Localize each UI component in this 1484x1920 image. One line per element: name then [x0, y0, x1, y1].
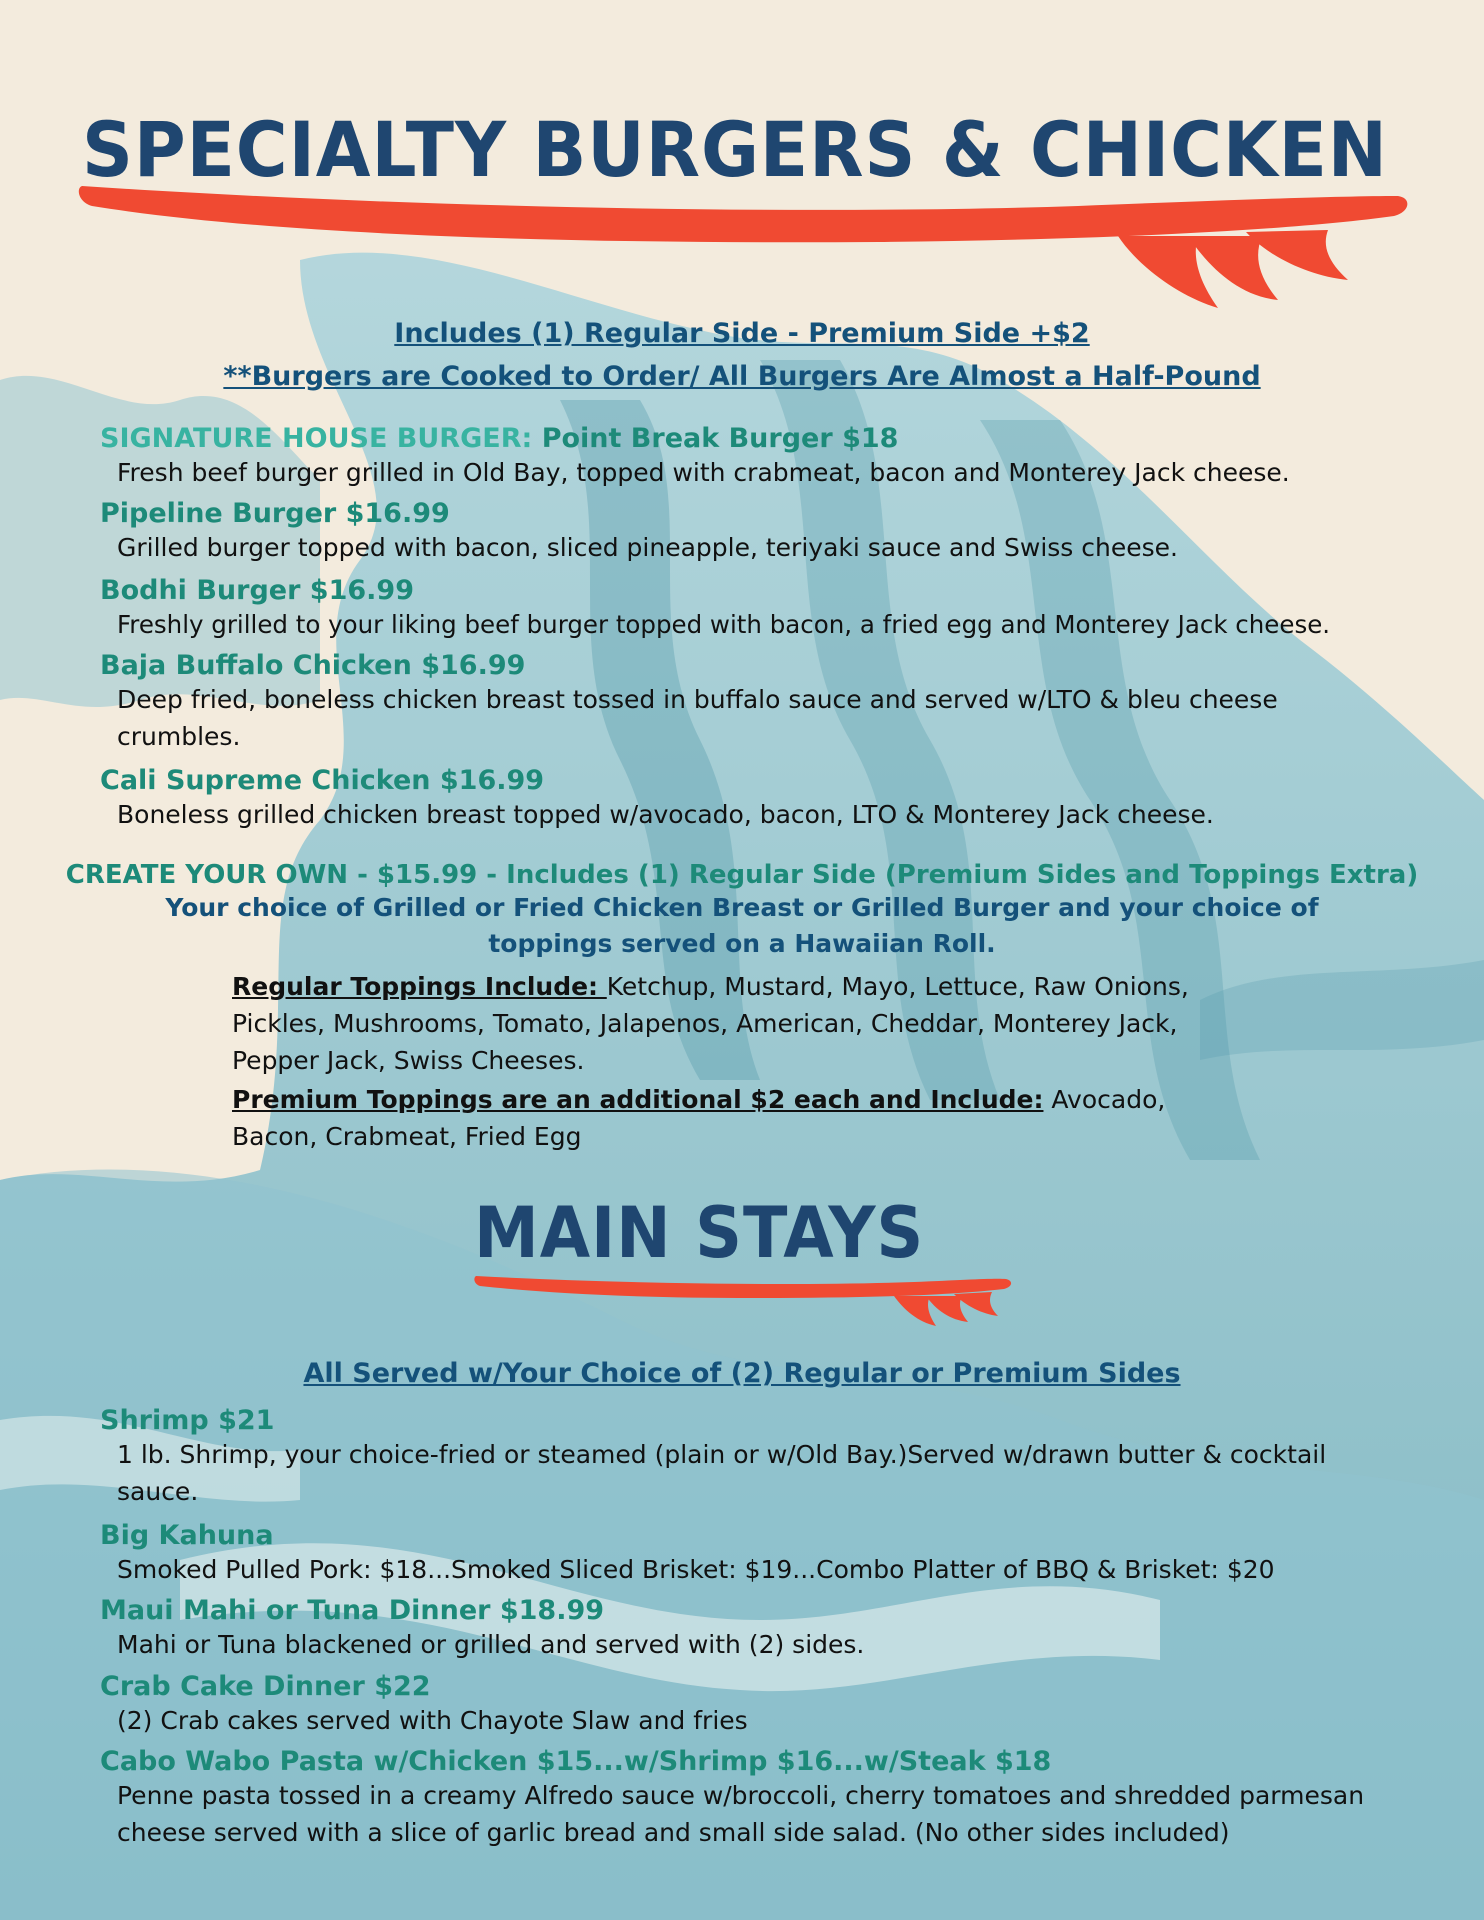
premium-toppings-label: Premium Toppings are an additional $2 each and Include:: [232, 1085, 1044, 1114]
premium-toppings-list: Avocado, Bacon, Crabmeat, Fried Egg: [232, 1085, 1166, 1151]
menu-item-title: Shrimp $21: [100, 1405, 275, 1436]
create-your-own-title: CREATE YOUR OWN - $15.99 - Includes (1) Regular Side (Premium Sides and Toppings Extra): [65, 860, 1419, 890]
menu-item-description: Deep fried, boneless chicken breast tossed in buffalo sauce and served w/LTO & bleu cheese crumbles.: [117, 685, 1278, 751]
section-heading-specialty: SPECIALTY BURGERS & CHICKEN: [82, 105, 1388, 194]
surfboard-underline: [78, 176, 1408, 336]
sides-note: Includes (1) Regular Side - Premium Side +$2: [394, 318, 1090, 349]
item-name: Point Break Burger $18: [541, 423, 899, 454]
menu-item-description: Mahi or Tuna blackened or grilled and served with (2) sides.: [117, 1630, 865, 1659]
menu-item-title: Big Kahuna: [100, 1520, 274, 1551]
menu-item-description: 1 lb. Shrimp, your choice-fried or steamed (plain or w/Old Bay.)Served w/drawn butter & cocktail sauce.: [117, 1440, 1327, 1506]
create-your-own-subtitle: Your choice of Grilled or Fried Chicken Breast or Grilled Burger and your choice of toppings served on a Hawaiian Roll.: [165, 893, 1319, 958]
menu-item-description: Penne pasta tossed in a creamy Alfredo sauce w/broccoli, cherry tomatoes and shredded parmesan cheese served with a slice of garlic bread and small side salad. (No other sides included): [117, 1781, 1365, 1847]
signature-label: SIGNATURE HOUSE BURGER:: [100, 423, 542, 454]
menu-item-description: (2) Crab cakes served with Chayote Slaw and fries: [117, 1706, 748, 1735]
menu-item-title: Bodhi Burger $16.99: [100, 575, 414, 606]
menu-item-title: Crab Cake Dinner $22: [100, 1671, 431, 1702]
regular-toppings: [232, 968, 1232, 1079]
menu-item-title: Cabo Wabo Pasta w/Chicken $15...w/Shrimp $16...w/Steak $18: [100, 1746, 1052, 1777]
regular-toppings-label: Regular Toppings Include:: [232, 972, 607, 1001]
menu-item-title: Maui Mahi or Tuna Dinner $18.99: [100, 1595, 605, 1626]
menu-item-title: [100, 423, 898, 454]
menu-item-description: Grilled burger topped with bacon, sliced pineapple, teriyaki sauce and Swiss cheese.: [117, 533, 1178, 562]
regular-toppings-list: Ketchup, Mustard, Mayo, Lettuce, Raw Onions, Pickles, Mushrooms, Tomato, Jalapenos, American, Cheddar, Monterey Jack, Pepper Jack, Swiss Cheeses.: [232, 972, 1189, 1075]
premium-toppings: [232, 1081, 1232, 1155]
menu-item-description: Fresh beef burger grilled in Old Bay, topped with crabmeat, bacon and Monterey Jack cheese.: [117, 458, 1290, 487]
menu-item-description: Smoked Pulled Pork: $18...Smoked Sliced Brisket: $19...Combo Platter of BBQ & Brisket: $20: [117, 1555, 1275, 1584]
menu-item-title: Cali Supreme Chicken $16.99: [100, 765, 545, 796]
burger-note: **Burgers are Cooked to Order/ All Burgers Are Almost a Half-Pound: [223, 361, 1261, 392]
menu-item-description: Freshly grilled to your liking beef burger topped with bacon, a fried egg and Monterey Jack cheese.: [117, 610, 1331, 639]
section-heading-main-stays: MAIN STAYS: [474, 1192, 925, 1274]
surfboard-underline-small: [474, 1270, 1014, 1336]
menu-item-title: Pipeline Burger $16.99: [100, 498, 450, 529]
main-stays-sides-note: All Served w/Your Choice of (2) Regular or Premium Sides: [303, 1358, 1181, 1389]
menu-item-title: Baja Buffalo Chicken $16.99: [100, 650, 526, 681]
menu-item-description: Boneless grilled chicken breast topped w/avocado, bacon, LTO & Monterey Jack cheese.: [117, 800, 1214, 829]
